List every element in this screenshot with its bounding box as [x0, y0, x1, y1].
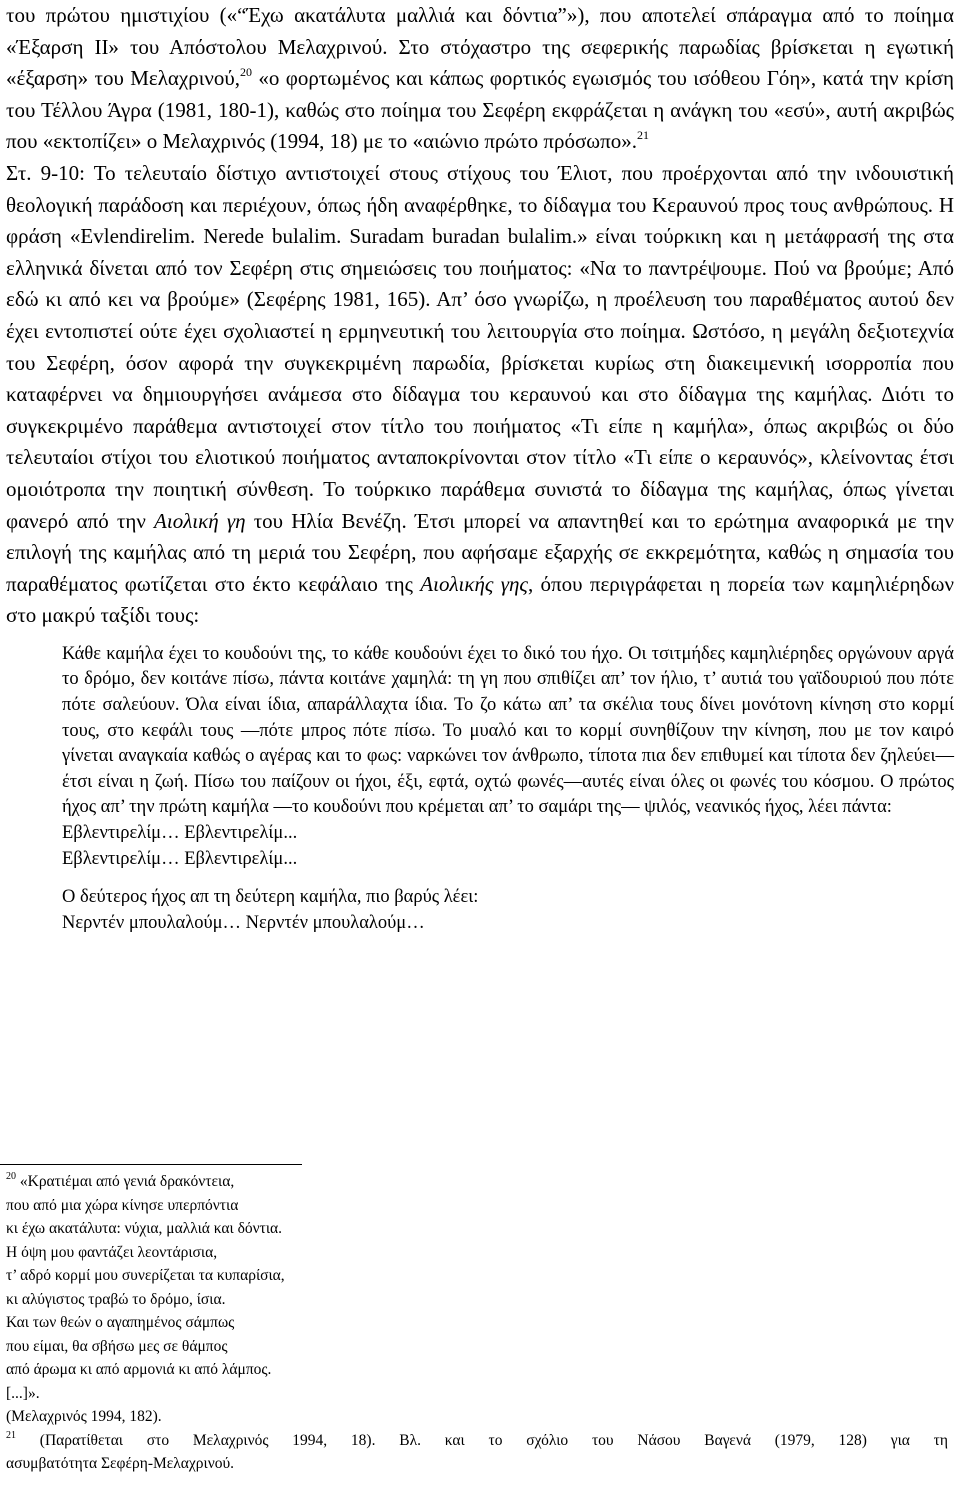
paragraph-2 — [6, 158, 954, 632]
footnote-20-line-2: που από μια χώρα κίνησε υπερπόντια — [6, 1196, 239, 1214]
footnote-20-mark: 20 — [6, 1171, 16, 1182]
footnote-20-line-8: που είμαι, θα σβήσω μες σε θάμπος — [6, 1337, 228, 1355]
footnote-20-line-7: Και των θεών ο αγαπημένος σάμπως — [6, 1314, 235, 1331]
footnote-21-text: (Παρατίθεται στο Μελαχρινός 1994, 18). Βλ. και το σχόλιο του Νάσου Βαγενά (1979, 128) για τη — [39, 1431, 948, 1449]
paragraph-2-part-b: του Ηλία Βενέζη. Έτσι μπορεί να απαντηθεί και το ερώτημα αναφορικά με την επιλογή της καμήλας από τη μεριά του Σεφέρη, που αφήσαμε εξαρχής σε εκκρεμότητα, καθώς η σημασία του παραθέματος φωτίζεται στο έκτο κεφάλαιο της — [6, 508, 954, 596]
paragraph-1-line-3: παρωδίας βρίσκεται η εγωτική «έξαρση» του Μελαχρινού, — [6, 34, 955, 91]
footnote-20-line-5: τ’ αδρό κορμί μου συνερίζεται τα κυπαρίσια, — [6, 1267, 285, 1284]
paragraph-1 — [6, 0, 954, 158]
footnote-20-citation: (Μελαχρινός 1994, 182). — [6, 1408, 162, 1425]
footnote-20-line-9: από άρωμα κι από αρμονιά κι από λάμπος. — [6, 1361, 272, 1378]
footnote-separator — [0, 1164, 302, 1165]
paragraph-2-part-c: , όπου περιγράφεται η πορεία των καμηλιέρηδων στο μακρύ ταξίδι τους: — [6, 571, 954, 628]
footnote-20-text: «Κρατιέμαι από γενιά δρακόντεια, — [19, 1173, 235, 1190]
quote-text: Κάθε καμήλα έχει το κουδούνι της, το κάθε κουδούνι έχει το δικό του ήχο. Οι τσιτμήδες καμηλιέρηδες οργώνουν αργά το δρόμο, δεν κοιτάνε πίσω, πάντα κοιτάνε χαμηλά: τη γη που σπιθίζει απ’ τον ήλιο, τ’ αυτιά του γαϊδουριού που πότε πότε σαλεύουν. Όλα είναι ίδια, απαράλλαχτα ίδια. Το ζο κάτω απ’ τα σκέλια τους δίνει μονότονη κίνηση στο κορμί τους, στο κεφάλι τους —πότε μπρος πότε πίσω. Το μυαλό και το κορμί συνηθίζουν την κίνηση, που με τον καιρό γίνεται αναγκαία καθώς ο αγέρας και το φως: ναρκώνει τον άνθρωπο, τίποτα πια δεν επιθυμεί και τίποτα δεν ζηλεύει—έτσι είναι η ζωή. Πίσω του παίζουν οι ήχοι, έξι, εφτά, οχτώ φωνές—αυτές είναι όλες οι φωνές του κόσμου. Ο πρώτος ήχος απ’ την πρώτη καμήλα —το κουδούνι που κρέμεται απ’ το σαμάρι της— ψιλός, νεανικός ήχος, λέει πάντα: — [62, 643, 954, 818]
quote-chant-2: Εβλεντιρελίμ… Εβλεντιρελίμ... — [62, 848, 298, 869]
footnote-20-line-6: κι αλύγιστος τραβώ το δρόμο, ίσια. — [6, 1290, 226, 1308]
paragraph-2-part-a: Στ. 9-10: Το τελευταίο δίστιχο αντιστοιχεί στους στίχους του Έλιοτ, που προέρχονται από την ινδουιστική θεολογική παράδοση και περιέχουν, όπως ήδη αναφέρθηκε, το δίδαγμα του Κεραυνού προς τους ανθρώπους. Η φράση «Evlendirelim. Nerede bulalim. Suradam buradan bulalim.» είναι τούρκικη και η μετάφρασή της στα ελληνικά δίνεται από τον Σεφέρη στις σημειώσεις του ποιήματος: «Να το παντρέψουμε. Πού να βρούμε; Από εδώ κι από κει να βρούμε» (Σεφέρης 1981, 165). Απ’ όσο γνωρίζω, η προέλευση του παραθέματος αυτού δεν έχει εντοπιστεί ούτε έχει σχολιαστεί η ερμηνευτική του λειτουργία στο ποίημα. Ωστόσο, η μεγάλη δεξιοτεχνία του Σεφέρη, όσον αφορά την συγκεκριμένη παρωδία, βρίσκεται κυρίως στη διακειμενική ισορροπία που καταφέρνει να δημιουργήσει ανάμεσα στο δίδαγμα του κεραυνού και στο δίδαγμα της καμήλας. Διότι το συγκεκριμένο παράθεμα αντιστοιχεί στον τίτλο του ποιήματος «Τι είπε η καμήλα», όπως ακριβώς οι δύο τελευταίοι στίχοι του ελιοτικού ποιήματος ανταποκρίνονται στον τίτλο «Τι είπε ο κεραυνός», κλείνοντας έτσι ομοιότροπα την ποιητική σύνθεση. Το τούρκικο παράθεμα συνιστά το δίδαγμα της καμήλας, όπως γίνεται φανερό από την — [6, 160, 954, 533]
footnote-ref-21[interactable]: 21 — [636, 128, 649, 143]
book-title-aioliki-gi: Αιολική γη — [154, 508, 246, 533]
footnote-20-line-4: Η όψη μου φαντάζει λεοντάρισια, — [6, 1243, 218, 1261]
block-quote — [62, 642, 954, 937]
footnote-21-line-1 — [6, 1429, 948, 1453]
quote-chant-3: Νερντέν μπουλαλούμ… Νερντέν μπουλαλούμ… — [62, 912, 425, 933]
quote-second-sound: Ο δεύτερος ήχος απ τη δεύτερη καμήλα, πιο βαρύς λέει: — [62, 887, 479, 908]
paragraph-1-line-2: από το ποίημα «Έξαρση ΙΙ» του Απόστολου Μελαχρινού. Στο στόχαστρο της σεφερικής — [6, 3, 955, 59]
paragraph-1-continuation: «ο φορτωμένος και κάπως φορτικός εγωισμός του ισόθεου Γόη», κατά την κρίση του Τέλλου Άγρα (1981, 180-1), καθώς στο ποίημα του Σεφέρη εκφράζεται η ανάγκη του «εσύ», αυτή ακριβώς που «εκτοπίζει» ο Μελαχρινός (1994, 18) με το «αιώνιο πρώτο πρόσωπο». — [6, 66, 954, 154]
footnotes — [6, 1170, 948, 1476]
footnote-20-line-3: κι έχω ακατάλυτα: νύχια, μαλλιά και δόντια. — [6, 1220, 283, 1237]
paragraph-1-line-1: του πρώτου ημιστιχίου («“Έχω ακατάλυτα μαλλιά και δόντια”»), που αποτελεί σπάραγμα — [6, 3, 813, 27]
main-text — [6, 0, 954, 632]
footnote-21-mark: 21 — [6, 1429, 16, 1441]
book-title-aiolikis-gis: Αιολικής γης — [420, 571, 528, 596]
footnote-21-line-2: ασυμβατότητα Σεφέρη-Μελαχρινού. — [6, 1455, 235, 1472]
footnote-20-line-1 — [6, 1170, 948, 1194]
quote-chant-1: Εβλεντιρελίμ… Εβλεντιρελίμ... — [62, 823, 298, 844]
document-page — [6, 0, 954, 936]
footnote-ref-20[interactable]: 20 — [240, 65, 252, 80]
footnote-20-line-10: [...]». — [6, 1384, 40, 1402]
